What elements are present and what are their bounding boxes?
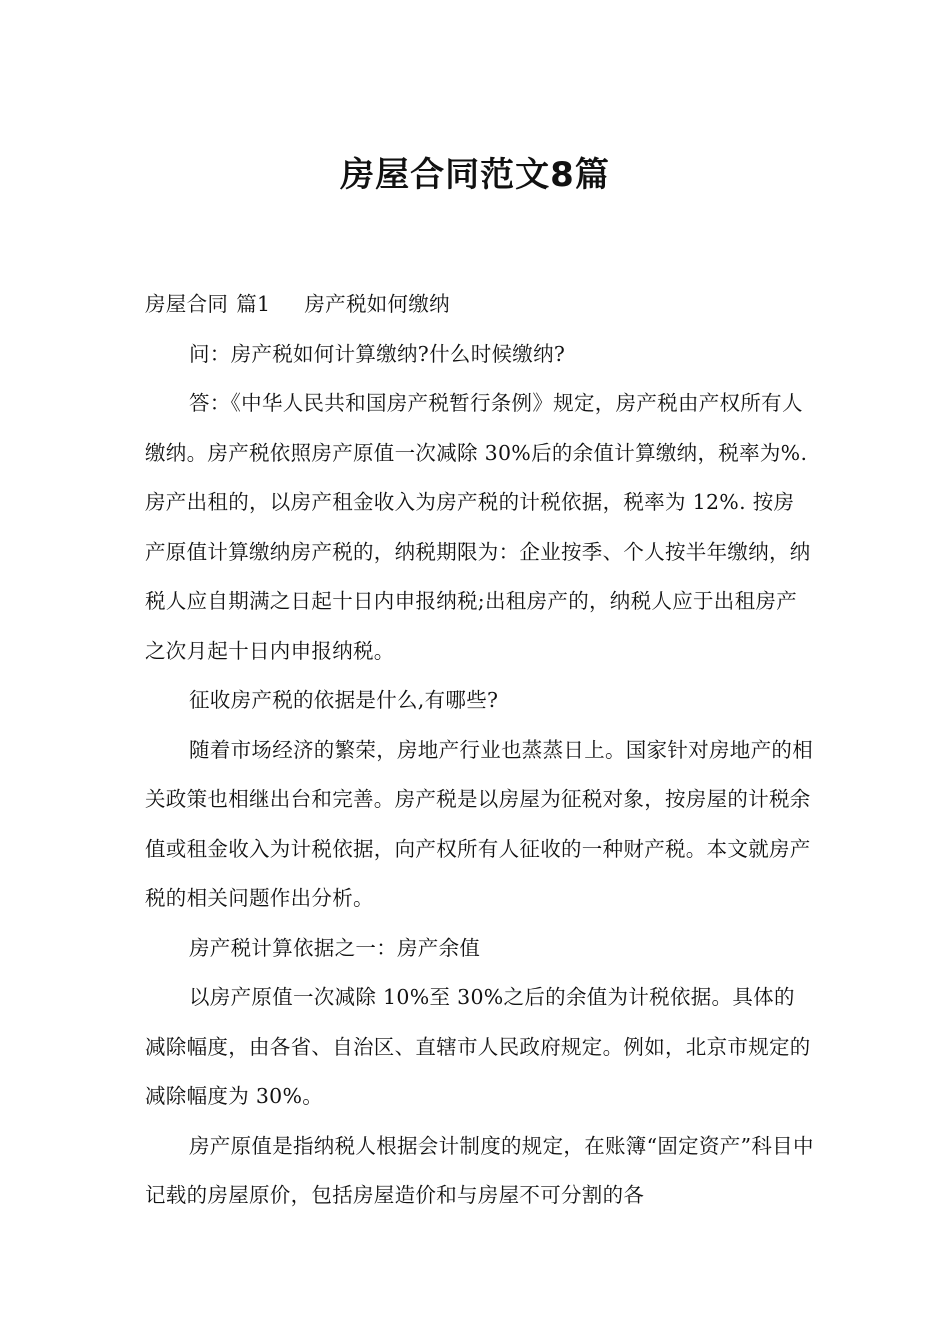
paragraph-question: 问：房产税如何计算缴纳?什么时候缴纳? <box>189 341 566 366</box>
paragraph-original-value: 房产原值是指纳税人根据会计制度的规定，在账簿“固定资产”科目中记载的房屋原价，包括房屋造价和与房屋不可分割的各 <box>145 1133 814 1207</box>
paragraph-intro: 随着市场经济的繁荣，房地产行业也蒸蒸日上。国家针对房地产的相关政策也相继出台和完善。房产税是以房屋为征税对象，按房屋的计税余值或租金收入为计税依据，向产权所有人征收的一种财产税。本文就房产税的相关问题作出分析。 <box>145 737 813 910</box>
paragraph-subheading: 房产税计算依据之一：房产余值 <box>189 935 481 960</box>
document-title: 房屋合同范文8篇 <box>340 154 610 195</box>
document-body <box>145 280 815 1221</box>
section-label: 房屋合同 <box>145 292 229 316</box>
paragraph-residual-value: 以房产原值一次减除 10%至 30%之后的余值为计税依据。具体的减除幅度，由各省、自治区、直辖市人民政府规定。例如，北京市规定的减除幅度为 30%。 <box>145 985 811 1108</box>
section-heading <box>145 280 815 330</box>
paragraph-basis-question: 征收房产税的依据是什么,有哪些? <box>189 688 499 712</box>
section-topic: 房产税如何缴纳 <box>304 292 450 316</box>
section-number: 篇1 <box>236 292 271 316</box>
paragraph-answer: 答：《中华人民共和国房产税暂行条例》规定，房产税由产权所有人缴纳。房产税依照房产原值一次减除 30%后的余值计算缴纳，税率为%.房产出租的，以房产租金收入为房产税的计税依据，税率为 12%. 按房产原值计算缴纳房产税的，纳税期限为：企业按季、个人按半年缴纳，纳税人应自期满之日起十日内申报纳税;出租房产的，纳税人应于出租房产之次月起十日内申报纳税。 <box>145 391 811 663</box>
